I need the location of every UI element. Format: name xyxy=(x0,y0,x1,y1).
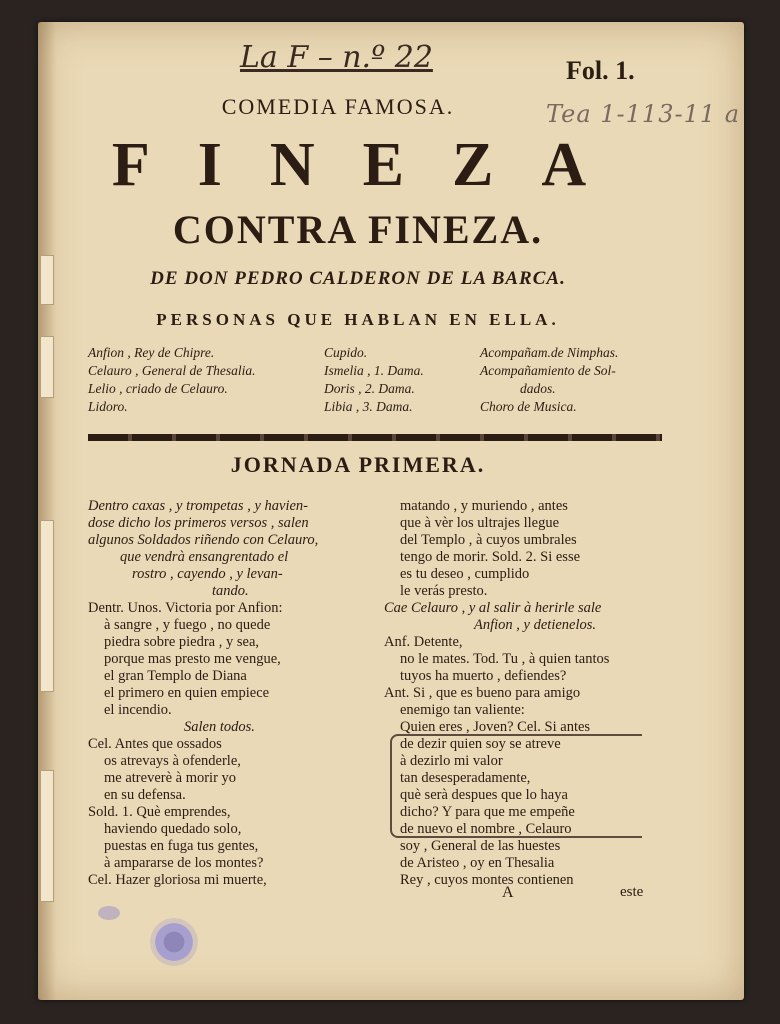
cast-entry: Anfion , Rey de Chipre. xyxy=(88,345,215,360)
verse-line: Sold. 1. Què emprendes, xyxy=(88,804,231,820)
cast-entry: Libia , 3. Dama. xyxy=(324,399,413,414)
verse-line: el primero en quien empiece xyxy=(104,685,270,701)
verse-line: Quien eres , Joven? Cel. Si antes xyxy=(400,719,591,735)
signature-mark: A xyxy=(502,884,514,901)
verse-line: de dezir quien soy se atreve xyxy=(400,736,561,752)
verse-line: tan desesperadamente, xyxy=(400,770,531,786)
verse-line: piedra sobre piedra , y sea, xyxy=(104,634,260,650)
binding-tab xyxy=(40,520,54,692)
verse-line: que à vèr los ultrajes llegue xyxy=(400,515,560,531)
cast-entry: Ismelia , 1. Dama. xyxy=(324,363,424,378)
verse-line: Ant. Si , que es bueno para amigo xyxy=(384,685,581,701)
ornamental-rule xyxy=(88,434,662,441)
verse-line: matando , y muriendo , antes xyxy=(400,498,568,514)
handwritten-note: La F – n.º 22 xyxy=(240,40,433,75)
stage-direction: tando. xyxy=(212,583,249,599)
verse-line: à dezirlo mi valor xyxy=(400,753,503,769)
stage-direction: rostro , cayendo , y levan- xyxy=(132,566,283,582)
verse-line: el incendio. xyxy=(104,702,172,718)
stage-direction: Anfion , y detienelos. xyxy=(474,617,597,633)
verse-line: de Aristeo , oy en Thesalia xyxy=(400,855,555,871)
verse-line: Anf. Detente, xyxy=(384,634,463,650)
cast-entry: Cupido. xyxy=(324,345,368,360)
library-stamp-icon xyxy=(150,918,198,966)
stage-direction: Cae Celauro , y al salir à herirle sale xyxy=(384,600,602,616)
verse-line: puestas en fuga tus gentes, xyxy=(104,838,259,854)
cast-entry: Choro de Musica. xyxy=(480,399,577,414)
cast-column-2 xyxy=(324,344,424,416)
verse-line: à ampararse de los montes? xyxy=(104,855,264,871)
verse-line: es tu deseo , cumplido xyxy=(400,566,530,582)
verse-line: no le mates. Tod. Tu , à quien tantos xyxy=(400,651,610,667)
cast-entry: Celauro , General de Thesalia. xyxy=(88,363,256,378)
title-line-1: FINEZA xyxy=(111,131,635,199)
verse-line: enemigo tan valiente: xyxy=(400,702,525,718)
verse-line: le verás presto. xyxy=(400,583,488,599)
cast-entry: Acompañamiento de Sol- xyxy=(480,363,616,378)
author-line: DE DON PEDRO CALDERON DE LA BARCA. xyxy=(150,268,566,289)
verse-line: soy , General de las huestes xyxy=(400,838,561,854)
stage-direction: Salen todos. xyxy=(184,719,255,735)
verse-line: haviendo quedado solo, xyxy=(104,821,242,837)
title-line-2: CONTRA FINEZA. xyxy=(172,207,544,252)
cast-entry: Doris , 2. Dama. xyxy=(324,381,415,396)
stage-direction: Dentro caxas , y trompetas , y havien- xyxy=(88,498,308,514)
catchword: este xyxy=(620,884,644,900)
verse-line: dicho? Y para que me empeñe xyxy=(400,804,575,820)
verse-line: de nuevo el nombre , Celauro xyxy=(400,821,572,837)
verse-line: à sangre , y fuego , no quede xyxy=(104,617,271,633)
verse-line: Rey , cuyos montes contienen xyxy=(400,872,574,888)
stage-direction: que vendrà ensangrentado el xyxy=(120,549,289,565)
verse-line: del Templo , à cuyos umbrales xyxy=(400,532,577,548)
verse-line: Cel. Antes que ossados xyxy=(88,736,222,752)
personas-heading: PERSONAS QUE HABLAN EN ELLA. xyxy=(156,310,560,329)
verse-line: tengo de morir. Sold. 2. Si esse xyxy=(400,549,581,565)
stage-direction: dose dicho los primeros versos , salen xyxy=(88,515,309,531)
cast-column-1 xyxy=(88,344,255,416)
cast-column-3 xyxy=(480,344,618,416)
verse-line: tuyos ha muerto , defiendes? xyxy=(400,668,567,684)
binding-tab xyxy=(40,336,54,398)
verse-line: el gran Templo de Diana xyxy=(104,668,247,684)
verse-line: me atreverè à morir yo xyxy=(104,770,237,786)
folio-number: Fol. 1. xyxy=(566,56,635,85)
comedia-heading: COMEDIA FAMOSA. xyxy=(221,94,455,119)
verse-line: porque mas presto me vengue, xyxy=(104,651,281,667)
binding-tab xyxy=(40,770,54,902)
verse-line: què serà despues que lo haya xyxy=(400,787,568,803)
verse-line: Cel. Hazer gloriosa mi muerte, xyxy=(88,872,267,888)
verse-line: en su defensa. xyxy=(104,787,186,803)
pen-bracket-mark xyxy=(390,734,642,838)
book-page xyxy=(38,22,744,1000)
cast-entry: Acompañam.de Nimphas. xyxy=(480,345,619,360)
cast-entry: Lidoro. xyxy=(88,399,128,414)
cast-entry: dados. xyxy=(520,381,556,396)
shelfmark: Tea 1-113-11 a xyxy=(546,100,741,128)
left-text-column xyxy=(88,498,388,889)
cast-entry: Lelio , criado de Celauro. xyxy=(88,381,228,396)
ink-smudge xyxy=(98,906,120,920)
jornada-heading: JORNADA PRIMERA. xyxy=(230,452,486,477)
verse-line: os atrevays à ofenderle, xyxy=(104,753,241,769)
binding-tab xyxy=(40,255,54,305)
stage-direction: algunos Soldados riñendo con Celauro, xyxy=(88,532,319,548)
verse-line: Dentr. Unos. Victoria por Anfion: xyxy=(88,600,283,616)
